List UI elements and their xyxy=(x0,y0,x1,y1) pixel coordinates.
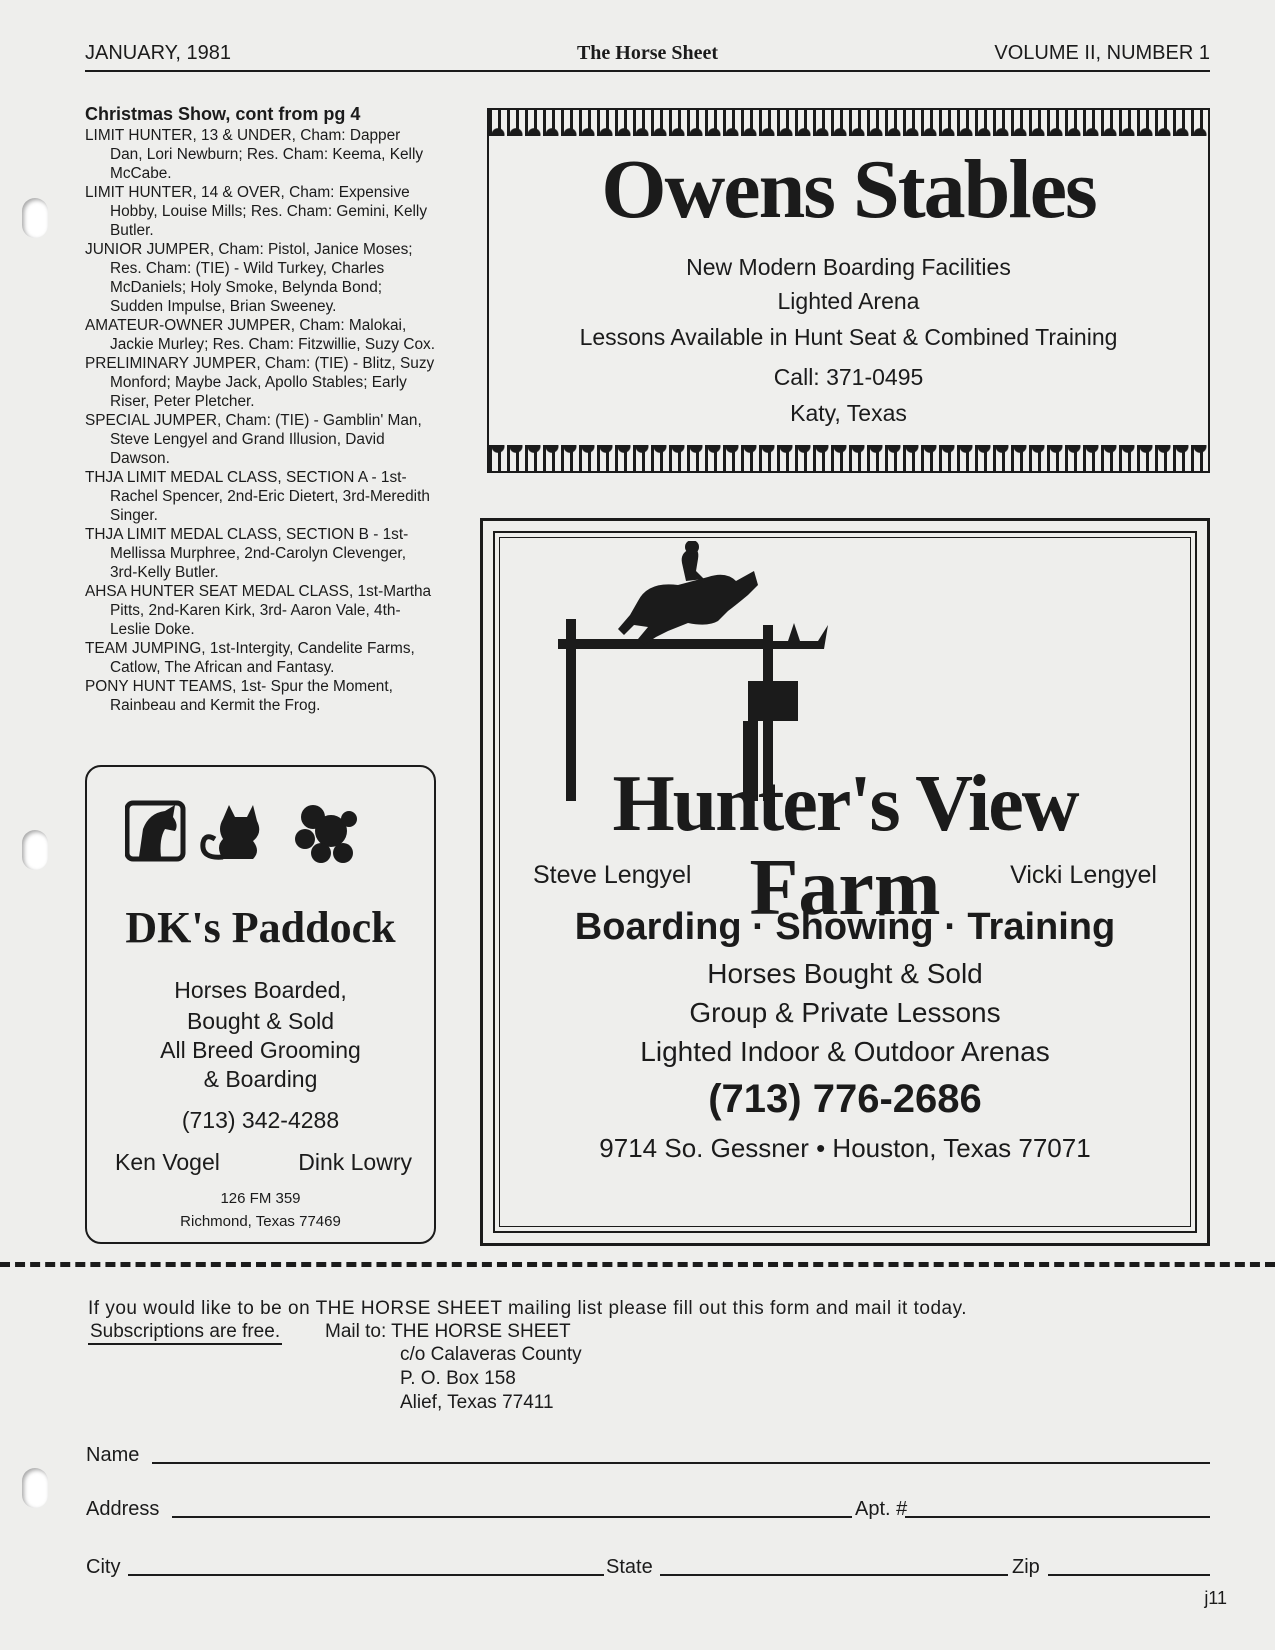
dk-line: Horses Boarded, xyxy=(174,977,347,1003)
animal-icons xyxy=(125,799,395,864)
name-label: Name xyxy=(86,1444,140,1466)
hv-line: Lighted Indoor & Outdoor Arenas xyxy=(640,1036,1050,1067)
hv-phone: (713) 776-2686 xyxy=(708,1077,982,1121)
hunters-view-title: Hunter's View xyxy=(612,760,1078,848)
result-entry: THJA LIMIT MEDAL CLASS, SECTION B - 1st-Mellissa Murphree, 2nd-Carolyn Clevenger, 3rd-Kelly Butler. xyxy=(85,526,409,581)
dk-street: 126 FM 359 xyxy=(220,1190,301,1207)
dks-paddock-ad xyxy=(85,765,436,1244)
binder-hole-middle xyxy=(22,830,48,870)
name-field[interactable] xyxy=(152,1462,1210,1464)
dk-line: & Boarding xyxy=(203,1066,318,1092)
address-field[interactable] xyxy=(172,1516,852,1518)
apt-label: Apt. # xyxy=(855,1498,908,1520)
dk-title: DK's Paddock xyxy=(125,903,396,952)
result-entry: THJA LIMIT MEDAL CLASS, SECTION A - 1st-Rachel Spencer, 2nd-Eric Dietert, 3rd-Meredith Singer. xyxy=(85,469,430,524)
hv-line: Group & Private Lessons xyxy=(689,997,1001,1028)
result-entry: AMATEUR-OWNER JUMPER, Cham: Malokai, Jackie Murley; Res. Cham: Fitzwillie, Suzy Cox. xyxy=(85,317,435,353)
poodle-icon xyxy=(295,805,357,863)
page-header xyxy=(85,40,1210,72)
farm-title: Farm xyxy=(749,844,941,932)
dk-phone: (713) 342-4288 xyxy=(181,1107,340,1133)
mail-address: c/o Calaveras County xyxy=(400,1344,582,1365)
hv-address: 9714 So. Gessner • Houston, Texas 77071 xyxy=(599,1133,1091,1163)
dk-line: Bought & Sold xyxy=(186,1008,335,1034)
result-entry: LIMIT HUNTER, 13 & UNDER, Cham: Dapper Dan, Lori Newburn; Res. Cham: Keema, Kelly McCabe. xyxy=(85,127,424,182)
owens-stables-ad xyxy=(487,108,1210,473)
result-entry: AHSA HUNTER SEAT MEDAL CLASS, 1st-Martha Pitts, 2nd-Karen Kirk, 3rd- Aaron Vale, 4th-Leslie Doke. xyxy=(85,583,432,638)
form-intro: If you would like to be on THE HORSE SHEET mailing list please fill out this form and mail it today. xyxy=(88,1298,967,1319)
owens-line: Lessons Available in Hunt Seat & Combined Training xyxy=(579,324,1118,350)
owens-phone: Call: 371-0495 xyxy=(773,364,924,390)
city-label: City xyxy=(86,1556,121,1578)
header-volume: VOLUME II, NUMBER 1 xyxy=(994,42,1210,64)
cut-line xyxy=(0,1262,1275,1267)
hv-line: Horses Bought & Sold xyxy=(707,958,983,989)
owens-title: Owens Stables xyxy=(601,143,1096,236)
result-entry: TEAM JUMPING, 1st-Intergity, Candelite Farms, Catlow, The African and Fantasy. xyxy=(85,640,415,676)
result-entry: LIMIT HUNTER, 14 & OVER, Cham: Expensive Hobby, Louise Mills; Res. Cham: Gemini, Kelly Butler. xyxy=(85,184,428,239)
scallop-border-bottom xyxy=(489,445,1208,471)
city-field[interactable] xyxy=(128,1574,604,1576)
results-section-title: Christmas Show, cont from pg 4 xyxy=(85,104,361,124)
owens-city: Katy, Texas xyxy=(790,400,907,426)
owens-line: New Modern Boarding Facilities xyxy=(686,254,1011,280)
result-entry: JUNIOR JUMPER, Cham: Pistol, Janice Moses; Res. Cham: (TIE) - Wild Turkey, Charles McDaniels; Holy Smoke, Belynda Bond; Sudden Impulse, Brian Sweeney. xyxy=(85,241,413,315)
binder-hole-top xyxy=(22,198,48,238)
page-number: j11 xyxy=(1204,1588,1227,1608)
mail-to: Mail to: THE HORSE SHEET xyxy=(325,1321,571,1342)
dk-owner: Dink Lowry xyxy=(298,1149,412,1175)
header-date: JANUARY, 1981 xyxy=(85,42,232,64)
apt-field[interactable] xyxy=(905,1516,1210,1518)
dk-city: Richmond, Texas 77469 xyxy=(180,1213,341,1230)
mail-address: Alief, Texas 77411 xyxy=(400,1392,554,1413)
result-entry: SPECIAL JUMPER, Cham: (TIE) - Gamblin' Man, Steve Lengyel and Grand Illusion, David Dawson. xyxy=(85,412,422,467)
state-label: State xyxy=(606,1556,653,1578)
mail-address: P. O. Box 158 xyxy=(400,1368,516,1389)
address-label: Address xyxy=(86,1498,160,1520)
owens-line: Lighted Arena xyxy=(777,288,920,314)
hv-owner: Vicki Lengyel xyxy=(1010,861,1157,889)
zip-field[interactable] xyxy=(1048,1574,1210,1576)
binder-hole-bottom xyxy=(22,1468,48,1508)
show-results xyxy=(85,105,435,715)
result-entry: PRELIMINARY JUMPER, Cham: (TIE) - Blitz, Suzy Monford; Maybe Jack, Apollo Stables; Early Riser, Peter Pletcher. xyxy=(85,355,435,410)
cat-icon xyxy=(203,805,259,859)
horse-head-icon xyxy=(127,803,183,859)
dk-line: All Breed Grooming xyxy=(160,1037,361,1063)
hunters-view-farm-ad xyxy=(480,518,1210,1246)
free-subscription-note: Subscriptions are free. xyxy=(88,1321,282,1345)
dk-owner: Ken Vogel xyxy=(115,1149,220,1175)
scallop-border-top xyxy=(489,110,1208,136)
publication-title: The Horse Sheet xyxy=(576,42,719,64)
state-field[interactable] xyxy=(660,1574,1008,1576)
result-entry: PONY HUNT TEAMS, 1st- Spur the Moment, Rainbeau and Kermit the Frog. xyxy=(85,678,393,714)
hv-owner: Steve Lengyel xyxy=(533,861,692,889)
hv-services: Boarding · Showing · Training xyxy=(574,906,1116,948)
zip-label: Zip xyxy=(1012,1556,1040,1578)
